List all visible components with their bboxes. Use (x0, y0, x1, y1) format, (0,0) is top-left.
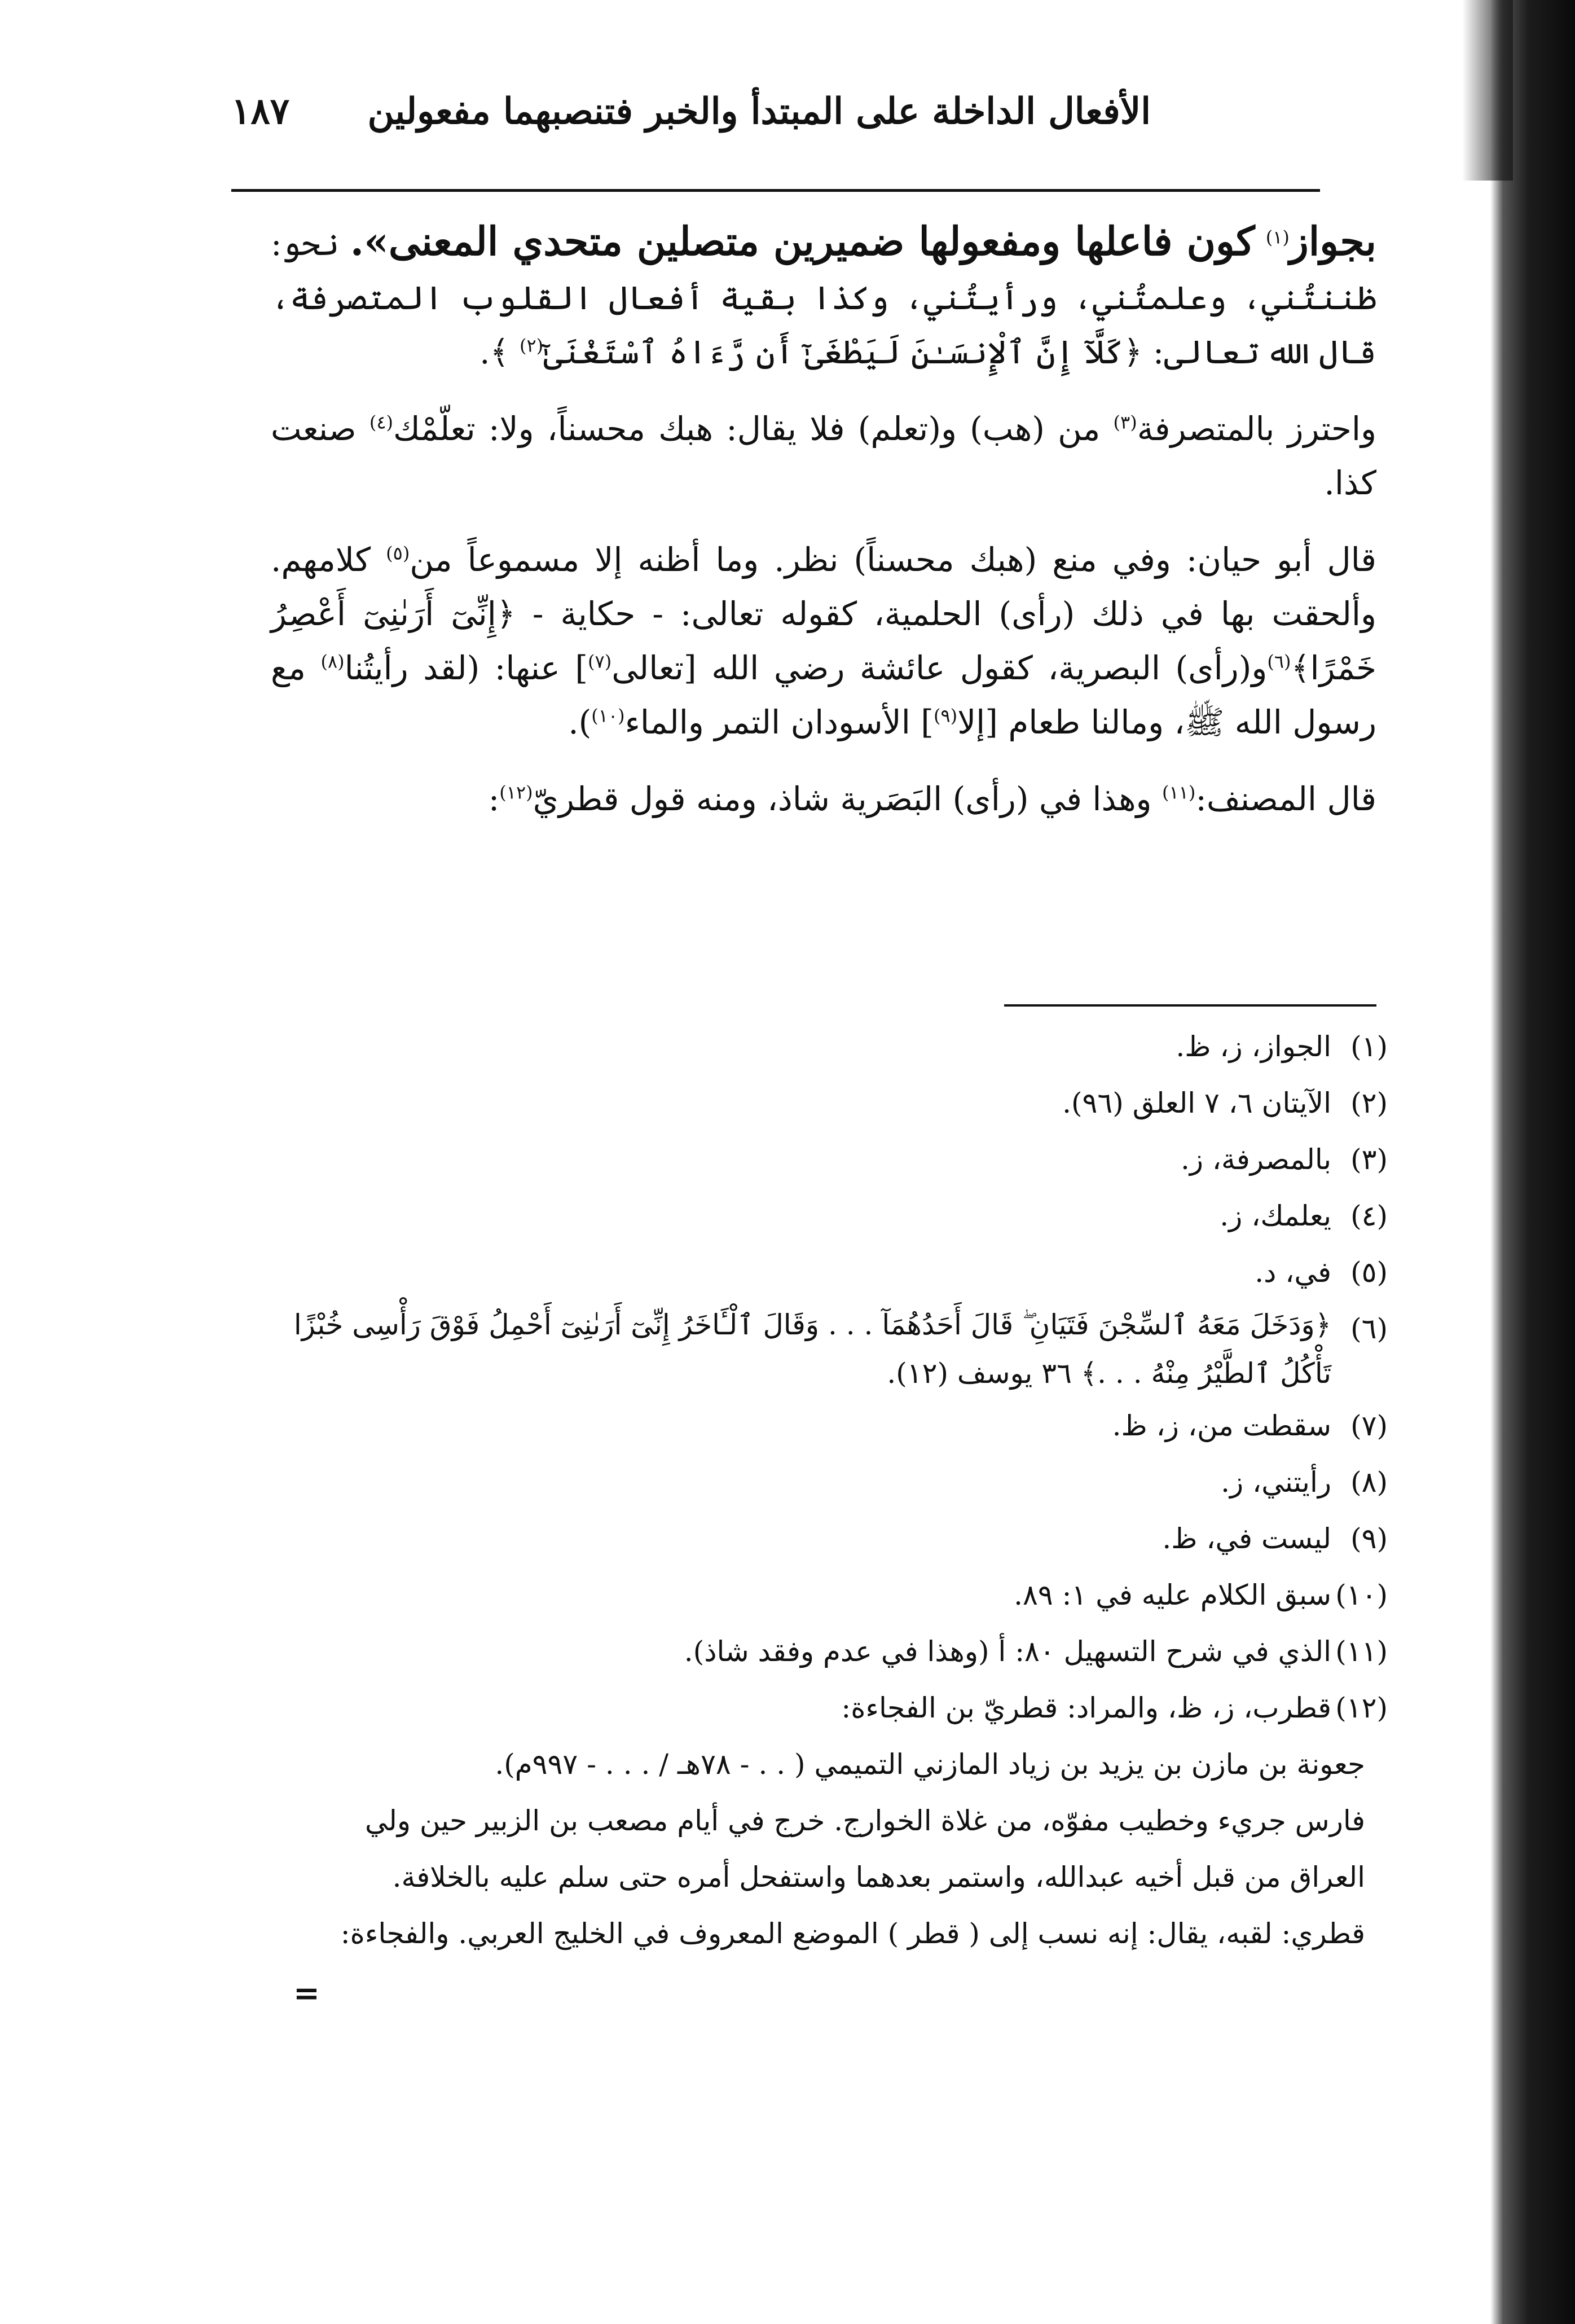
header-rule (231, 189, 1320, 192)
footnote-item (282, 1680, 1388, 1736)
footnote-ref-8: (٨) (320, 651, 345, 673)
paragraph-1 (271, 214, 1376, 379)
footnote-ref-11: (١١) (1162, 781, 1196, 803)
footnote-ref-9: (٩) (933, 705, 958, 727)
footnote-text: يعلمك، ز. (1220, 1200, 1331, 1232)
binding-notch (1462, 0, 1513, 181)
footnote-number: (١) (1350, 1030, 1388, 1063)
paragraph-3 (271, 533, 1376, 749)
footnote-number: (٨) (1350, 1466, 1388, 1499)
binding-shadow (1490, 0, 1575, 2324)
biography-line: فارس جريء وخطيب مفوّه، من غلاة الخوارج. خرج في أيام مصعب بن الزبير حين ولي (364, 1804, 1365, 1837)
paragraph-3-text-3: و(رأى) البصرية، كقول عائشة رضي الله [تعالى (611, 649, 1268, 687)
footnote-item (282, 1454, 1388, 1510)
footnote-ref-12: (١٢) (499, 781, 533, 803)
biography-note (282, 1736, 1388, 1962)
paragraph-2-text-1: واحترز بالمتصرفة (1137, 410, 1376, 448)
footnote-text: سقطت من، ز، ظ. (1112, 1409, 1331, 1442)
biography-line: قطري: لقبه، يقال: إنه نسب إلى ( قطر ) الموضع المعروف في الخليج العربي. والفجاءة: (340, 1917, 1365, 1950)
footnote-ref-3: (٣) (1113, 411, 1137, 433)
footnote-item (282, 1301, 1388, 1398)
paragraph-4 (271, 772, 1376, 826)
paragraph-1-text: نحو: ظننتُني، وعلمتُني، ورأيتُني، وكذا بقية أفعال القلوب المتصرفة، قال الله تعالى: ﴿كَلَّآ إِنَّ ٱلْإِنسَـٰنَ لَيَطْغَىٰٓ أَن رَّءَاهُ ٱسْتَغْنَىٰٓ (271, 225, 1376, 371)
footnote-number: (٤) (1350, 1200, 1388, 1232)
footnote-number: (٥) (1350, 1256, 1388, 1289)
paragraph-4-text-2: وهذا في (رأى) البَصَرية شاذ، ومنه قول قطريّ (533, 780, 1152, 818)
running-title: الأفعال الداخلة على المبتدأ والخبر فتنصبهما مفعولين (367, 90, 1151, 133)
footnote-number: (١٠) (1335, 1579, 1388, 1611)
footnote-item (282, 1075, 1388, 1131)
paragraph-2-text-3: صنعت كذا. (271, 410, 1376, 502)
footnote-ref-1: (١) (1265, 226, 1290, 248)
main-text (271, 214, 1376, 849)
biography-line: العراق من قبل أخيه عبدالله، واستمر بعدهما واستفحل أمره حتى سلم عليه بالخلافة. (392, 1861, 1365, 1894)
footnote-number: (٩) (1350, 1522, 1388, 1555)
paragraph-3-text-6: ] الأسودان التمر والماء (624, 703, 934, 741)
paragraph-4-text-1: قال المصنف: (1195, 780, 1376, 818)
footnote-item (282, 1567, 1388, 1623)
footnote-text: قطرب، ز، ظ، والمراد: قطريّ بن الفجاءة: (841, 1692, 1331, 1724)
paragraph-4-text-3: : (488, 780, 500, 818)
page-header (226, 85, 1331, 158)
footnote-number: (٦) (1350, 1312, 1388, 1345)
footnote-text: ليست في، ظ. (1162, 1522, 1331, 1555)
continuation-mark: = (293, 1975, 320, 2012)
lead-quote: كون فاعلها ومفعولها ضميرين متصلين متحدي المعنى». (350, 218, 1255, 265)
footnote-item (282, 1018, 1388, 1075)
paragraph-3-text-5: مع رسول الله ﷺ، ومالنا طعام [إلا (271, 649, 1376, 741)
footnote-item (282, 1623, 1388, 1680)
footnote-number: (١١) (1335, 1635, 1388, 1668)
footnote-ref-4: (٤) (369, 411, 394, 433)
footnote-ref-7: (٧) (588, 651, 612, 673)
paragraph-2-text-2: من (هب) و(تعلم) فلا يقال: هبك محسناً، ولا: تعلّمْك (393, 410, 1101, 448)
footnote-ref-2: (٢) (519, 335, 544, 357)
footnotes (282, 1018, 1388, 1962)
paragraph-3-text-1: قال أبو حيان: وفي منع (هبك محسناً) نظر. وما أظنه إلا مسموعاً من (410, 541, 1376, 579)
lead-word: بجواز (1289, 218, 1376, 265)
footnote-text: رأيتني، ز. (1221, 1466, 1331, 1499)
footnote-number: (٢) (1350, 1087, 1388, 1119)
paragraph-3-text-2: كلامهم. وألحقت بها في ذلك (رأى) الحلمية، كقوله تعالى: - حكاية - ﴿إِنِّىٓ أَرَىٰنِىٓ أَعْصِرُ خَمْرًا﴾ (271, 541, 1376, 687)
paragraph-1-end: ﴾. (479, 333, 509, 371)
footnote-item (282, 1244, 1388, 1301)
paragraph-3-text-4: ] عنها: (لقد رأيتُنا (344, 649, 588, 687)
footnote-item (282, 1131, 1388, 1188)
footnote-text: سبق الكلام عليه في ١: ٨٩. (1014, 1579, 1331, 1611)
footnote-text: الآيتان ٦، ٧ العلق (٩٦). (1062, 1087, 1331, 1119)
footnote-item (282, 1510, 1388, 1567)
footnote-number: (١٢) (1335, 1692, 1388, 1724)
footnote-rule (1004, 1004, 1376, 1007)
footnote-number: (٧) (1350, 1409, 1388, 1442)
footnote-text: في، د. (1255, 1256, 1331, 1289)
footnote-text: ﴿وَدَخَلَ مَعَهُ ٱلسِّجْنَ فَتَيَانِ ۖ قَالَ أَحَدُهُمَآ . . . وَقَالَ ٱلْـَٔاخَرُ إِنِّىٓ أَرَىٰنِىٓ أَحْمِلُ فَوْقَ رَأْسِى خُبْزًا تَأْكُلُ ٱلطَّيْرُ مِنْهُ . . .﴾ ٣٦ يوسف (١٢). (293, 1308, 1331, 1390)
footnote-text: بالمصرفة، ز. (1180, 1143, 1331, 1176)
footnote-ref-6: (٦) (1267, 651, 1291, 673)
footnote-number: (٣) (1350, 1143, 1388, 1176)
footnote-text: الجواز، ز، ظ. (1176, 1030, 1331, 1063)
paragraph-3-text-7: ). (568, 703, 592, 741)
biography-line: جعونة بن مازن بن يزيد بن زياد المازني التميمي ( . . - ٧٨هـ / . . . - ٩٩٧م). (495, 1748, 1365, 1781)
footnote-item (282, 1398, 1388, 1454)
page-number: ١٨٧ (231, 90, 290, 133)
paragraph-2 (271, 402, 1376, 510)
footnote-ref-10: (١٠) (591, 705, 625, 727)
footnote-ref-5: (٥) (386, 542, 410, 564)
footnote-text: الذي في شرح التسهيل ٨٠: أ (وهذا في عدم وفقد شاذ). (684, 1635, 1331, 1668)
footnote-item (282, 1188, 1388, 1244)
